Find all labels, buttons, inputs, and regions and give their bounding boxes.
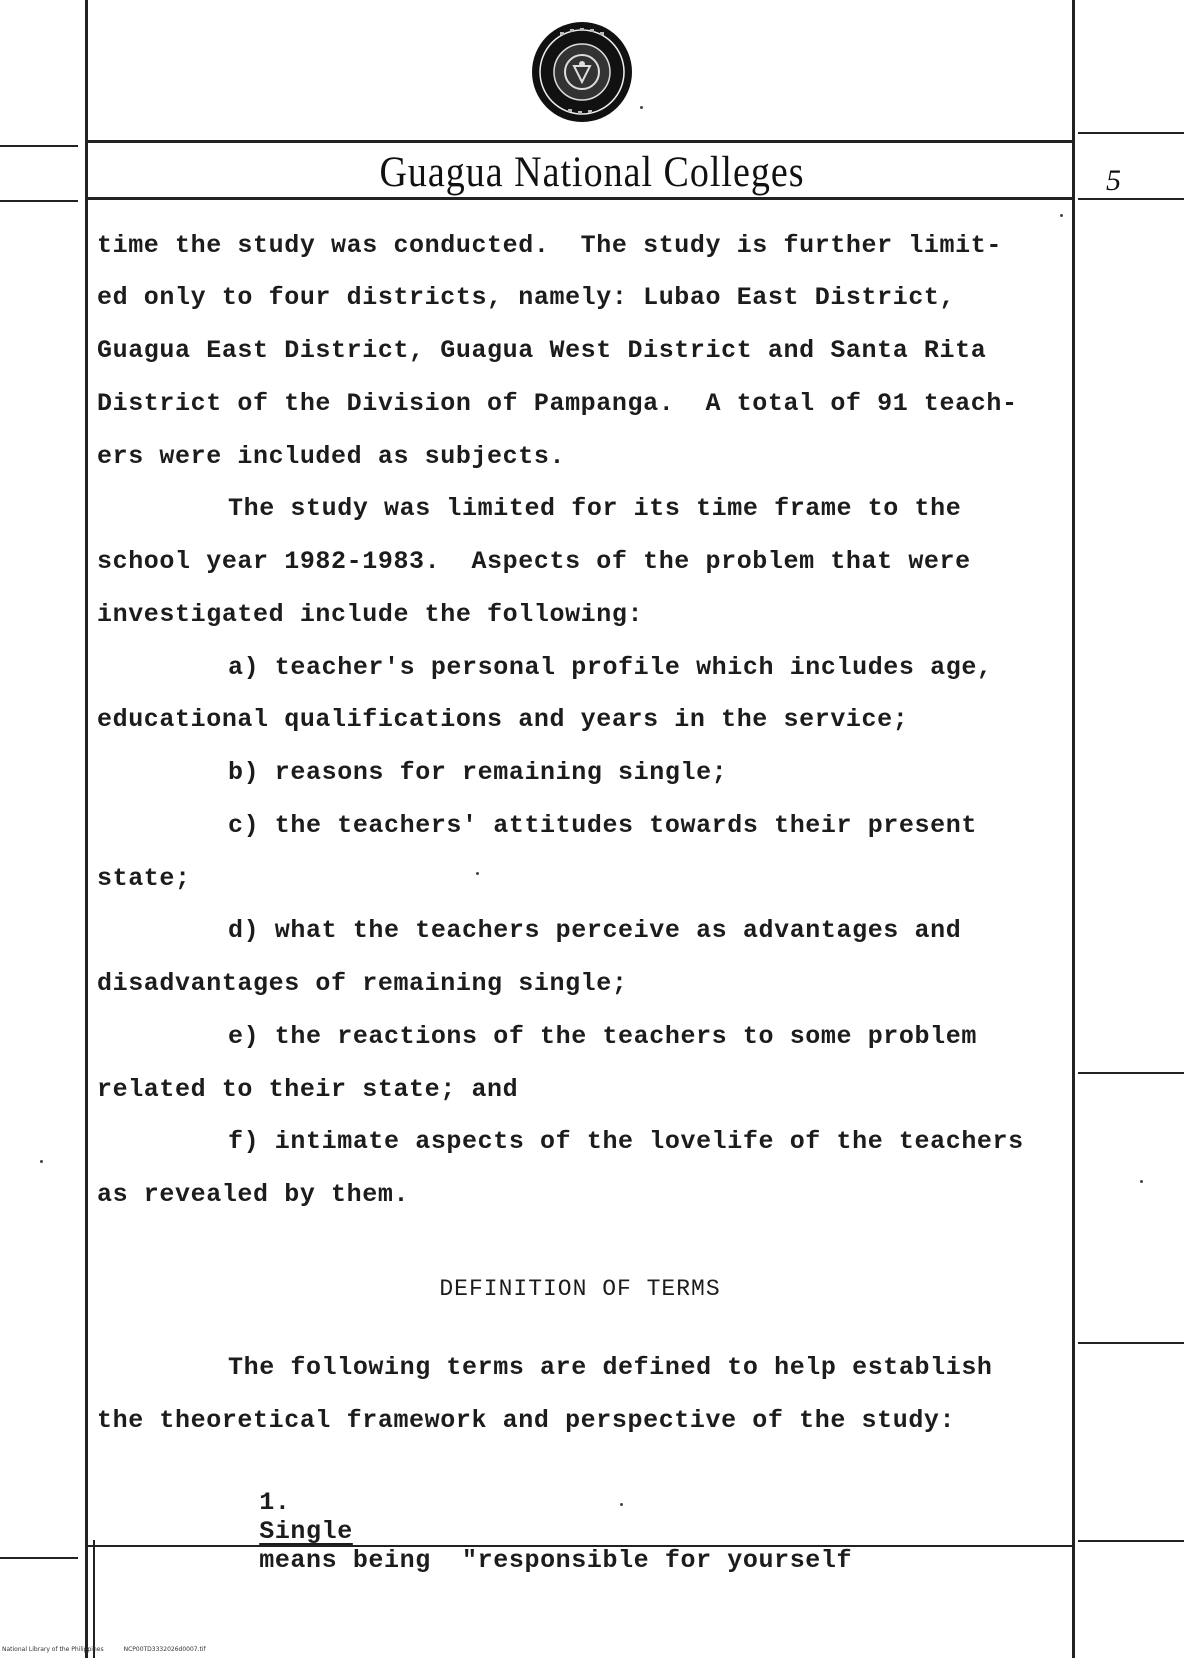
body-line: investigated include the following: — [97, 600, 644, 629]
frame-header-rule — [86, 197, 1074, 200]
file-code: NCP00TD3332026d0007.tif — [123, 1646, 206, 1653]
scan-speck — [620, 1503, 623, 1506]
page-number: 5 — [1106, 164, 1121, 197]
body-line: as revealed by them. — [97, 1180, 410, 1209]
scan-speck — [40, 1160, 43, 1163]
frame-top-rule — [86, 140, 1074, 143]
college-seal-icon — [530, 20, 634, 124]
frame-left-line — [85, 0, 88, 1658]
scan-caption — [2, 1646, 206, 1653]
definition-number: 1. — [259, 1488, 291, 1517]
right-margin-tick-5 — [1078, 1540, 1184, 1542]
body-line: ed only to four districts, namely: Lubao East District, — [97, 283, 956, 312]
right-margin-tick-4 — [1078, 1342, 1184, 1344]
left-margin-tick-3 — [0, 1557, 78, 1559]
body-line: Guagua East District, Guagua West District and Santa Rita — [97, 336, 987, 365]
list-item-d: d) what the teachers perceive as advantages and — [228, 916, 962, 945]
body-line: The study was limited for its time frame to the — [228, 494, 962, 523]
definition-item-1 — [228, 1459, 852, 1575]
frame-right-line — [1072, 0, 1075, 1658]
definitions-intro-line: The following terms are defined to help establish — [228, 1353, 993, 1382]
frame-left-line-outer — [93, 1540, 95, 1658]
right-margin-tick-2 — [1078, 198, 1184, 200]
definition-term: Single — [259, 1517, 353, 1546]
left-margin-tick-2 — [0, 200, 78, 202]
right-margin-tick-3 — [1078, 1072, 1184, 1074]
list-item-a: a) teacher's personal profile which includes age, — [228, 653, 993, 682]
scan-speck — [1140, 1180, 1143, 1183]
body-line: related to their state; and — [97, 1075, 519, 1104]
scan-speck — [640, 106, 643, 109]
body-line: school year 1982-1983. Aspects of the problem that were — [97, 547, 971, 576]
definition-text: means being "responsible for yourself — [259, 1546, 853, 1575]
scan-speck — [1060, 214, 1063, 217]
body-line: disadvantages of remaining single; — [97, 969, 628, 998]
section-heading: DEFINITION OF TERMS — [439, 1276, 721, 1302]
scan-speck — [476, 872, 479, 875]
list-item-c: c) the teachers' attitudes towards their present — [228, 811, 977, 840]
list-item-b: b) reasons for remaining single; — [228, 758, 728, 787]
definitions-intro-line: the theoretical framework and perspective of the study: — [97, 1406, 956, 1435]
list-item-f: f) intimate aspects of the lovelife of the teachers — [228, 1127, 1024, 1156]
body-line: ers were included as subjects. — [97, 442, 566, 471]
page-title: Guagua National Colleges — [379, 147, 805, 197]
right-margin-tick-1 — [1078, 132, 1184, 134]
body-line: state; — [97, 864, 191, 893]
body-line: District of the Division of Pampanga. A total of 91 teach- — [97, 389, 1018, 418]
list-item-e: e) the reactions of the teachers to some problem — [228, 1022, 977, 1051]
body-line: educational qualifications and years in the service; — [97, 705, 909, 734]
body-line: time the study was conducted. The study is further limit- — [97, 231, 1002, 260]
library-caption: National Library of the Philippines — [2, 1646, 104, 1653]
